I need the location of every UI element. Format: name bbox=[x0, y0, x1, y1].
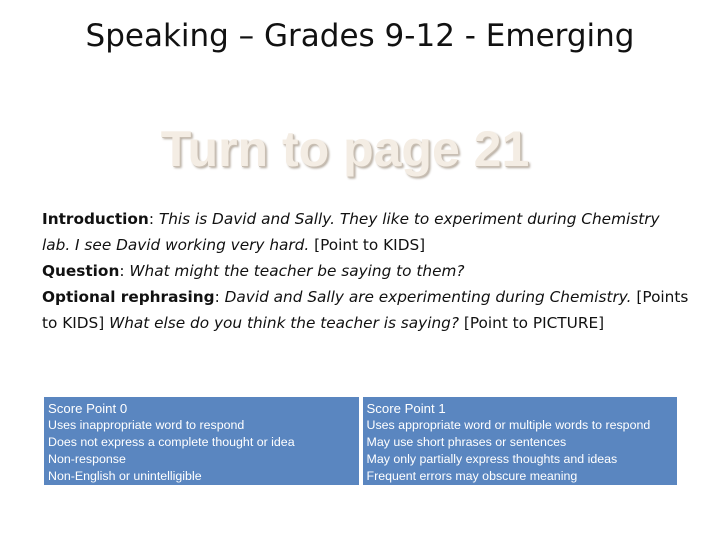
question-label: Question bbox=[42, 262, 120, 280]
score-point-table bbox=[44, 397, 677, 485]
introduction-label: Introduction bbox=[42, 210, 149, 228]
score-point-1-item: May only partially express thoughts and ideas bbox=[366, 452, 618, 466]
score-point-0-heading: Score Point 0 bbox=[48, 401, 128, 416]
score-point-0-column bbox=[44, 397, 359, 485]
score-point-0-item: Uses inappropriate word to respond bbox=[48, 418, 245, 432]
turn-to-page-banner: Turn to page 21 bbox=[160, 121, 530, 177]
score-point-0-item: Non-response bbox=[48, 452, 126, 466]
score-point-1-column bbox=[363, 397, 678, 485]
rephrasing-cue-1: [Points to KIDS] bbox=[42, 288, 689, 332]
score-point-1-heading: Score Point 1 bbox=[366, 401, 446, 416]
introduction-cue: [Point to KIDS] bbox=[314, 236, 426, 254]
score-point-1-item: May use short phrases or sentences bbox=[366, 435, 567, 449]
score-point-0-item: Non-English or unintelligible bbox=[48, 469, 202, 483]
slide-title: Speaking – Grades 9-12 - Emerging bbox=[85, 18, 635, 54]
introduction-paragraph: Introduction: This is David and Sally. They like to experiment during Chemistry lab. I see David working very hard. [Point to KIDS] bbox=[42, 210, 660, 254]
score-point-0-item: Does not express a complete thought or idea bbox=[48, 435, 295, 449]
score-point-1-item: Uses appropriate word or multiple words to respond bbox=[366, 418, 651, 432]
score-point-1-item: Frequent errors may obscure meaning bbox=[366, 469, 578, 483]
prompt-text-block bbox=[42, 206, 692, 336]
rephrasing-paragraph: Optional rephrasing: David and Sally are experimenting during Chemistry. [Points to KIDS] What else do you think the teacher is saying? [Point to PICTURE] bbox=[42, 288, 689, 332]
question-paragraph: Question: What might the teacher be saying to them? bbox=[42, 262, 465, 280]
rephrasing-text-2: What else do you think the teacher is saying? bbox=[109, 314, 459, 332]
rephrasing-label: Optional rephrasing bbox=[42, 288, 215, 306]
introduction-text: This is David and Sally. They like to experiment during Chemistry lab. I see David working very hard. bbox=[42, 210, 660, 254]
rephrasing-cue-2: [Point to PICTURE] bbox=[463, 314, 605, 332]
question-text: What might the teacher be saying to them? bbox=[129, 262, 465, 280]
rephrasing-text-1: David and Sally are experimenting during Chemistry. bbox=[224, 288, 632, 306]
